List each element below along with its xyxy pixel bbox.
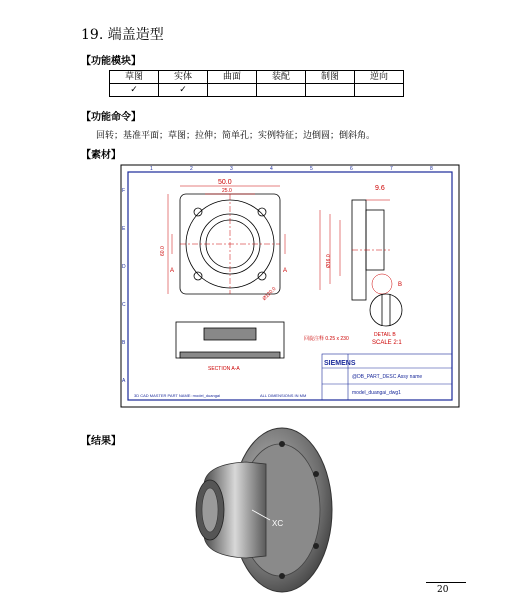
col-number: 3	[230, 166, 233, 172]
engineering-drawing	[120, 164, 460, 408]
row-letter: F	[122, 188, 126, 194]
check-mark	[306, 84, 355, 97]
row-letter: D	[122, 264, 126, 270]
module-header-drafting: 制图	[306, 71, 355, 84]
check-mark: ✓	[159, 84, 208, 97]
section-mark: A	[283, 268, 288, 274]
module-header-sketch: 草图	[110, 71, 159, 84]
dimension-label: Ø16.0	[326, 254, 332, 268]
col-number: 2	[190, 166, 193, 172]
page-number: 20	[437, 585, 449, 595]
module-header-assembly: 装配	[257, 71, 306, 84]
modules-header-row	[110, 71, 404, 84]
section-mark: A	[170, 268, 175, 274]
section-material-heading: 【素材】	[81, 150, 121, 161]
section-modules-heading: 【功能模块】	[81, 56, 141, 67]
title-block-part: @DB_PART_DESC Assy name	[352, 374, 423, 380]
page-title: 19. 端盖造型	[81, 27, 164, 43]
title-block-model: model_duangai_dwg1	[352, 390, 401, 396]
dimension-label: 9.6	[375, 185, 385, 192]
end-cap-3d-render	[186, 424, 336, 594]
col-number: 6	[350, 166, 353, 172]
col-number: 1	[150, 166, 153, 172]
col-number: 7	[390, 166, 393, 172]
modules-table	[109, 70, 404, 97]
commands-text: 回转；基准平面；草图；拉伸；简单孔；实例特征；边倒圆；倒斜角。	[96, 131, 376, 141]
module-header-surface: 曲面	[208, 71, 257, 84]
col-number: 8	[430, 166, 433, 172]
modules-check-row	[110, 84, 404, 97]
row-letter: E	[122, 226, 126, 232]
drawing-footer-mid: ALL DIMENSIONS IN MM	[260, 393, 307, 398]
module-header-reverse: 逆向	[355, 71, 404, 84]
detail-title: DETAIL B	[374, 332, 396, 338]
check-mark	[355, 84, 404, 97]
section-commands-heading: 【功能命令】	[81, 112, 141, 123]
detail-mark: B	[398, 282, 403, 288]
front-view	[180, 194, 280, 294]
row-letter: A	[122, 378, 126, 384]
detail-scale: SCALE 2:1	[372, 340, 402, 346]
dimension-label: Ø120.0	[261, 286, 278, 302]
check-mark: ✓	[110, 84, 159, 97]
dimension-label: 25.0	[222, 188, 232, 194]
drawing-footer-left: 3D CAD MASTER PART NAME: model_duangai	[134, 393, 221, 398]
module-header-solid: 实体	[159, 71, 208, 84]
dimension-label: 60.0	[160, 246, 166, 256]
check-mark	[208, 84, 257, 97]
title-block-brand: SIEMENS	[324, 360, 356, 367]
row-letter: B	[122, 340, 126, 346]
footer-rule	[426, 582, 466, 583]
axis-label-xc: XC	[272, 519, 284, 528]
col-number: 4	[270, 166, 273, 172]
row-letter: C	[122, 302, 126, 308]
dimension-label: 50.0	[218, 179, 232, 186]
col-number: 5	[310, 166, 313, 172]
check-mark	[257, 84, 306, 97]
section-title: SECTION A-A	[208, 366, 240, 372]
note-text: 回旋注释 0.25 x 230	[304, 336, 349, 342]
section-result-heading: 【结果】	[81, 436, 121, 447]
